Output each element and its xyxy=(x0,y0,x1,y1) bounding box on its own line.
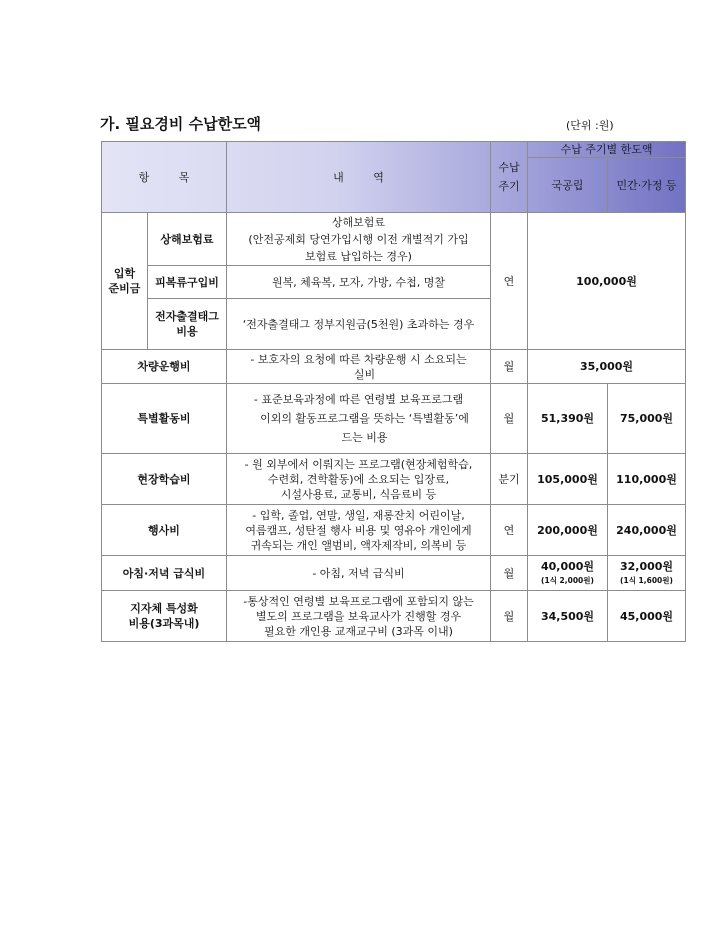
subitem-name-line: 상해보험료 xyxy=(160,232,214,246)
row-name-line: 차량운행비 xyxy=(137,360,191,373)
private-limit-cell: 45,000원 xyxy=(608,591,686,642)
row-name-cell xyxy=(102,384,227,454)
row-name-line: 비용(3과목내) xyxy=(128,617,200,630)
cycle-cell: 월 xyxy=(491,556,528,591)
detail-cell xyxy=(227,213,491,266)
row-name-line: 지자체 특성화 xyxy=(130,602,198,615)
detail-line: - 보호자의 요청에 따른 차량운행 시 소요되는 xyxy=(250,352,467,366)
cycle-cell: 월 xyxy=(491,384,528,454)
detail-line: 여름캠프, 성탄절 행사 비용 및 영유아 개인에게 xyxy=(245,523,472,537)
row-name-cell xyxy=(102,591,227,642)
detail-cell xyxy=(227,505,491,556)
detail-line: 드는 비용 xyxy=(341,431,388,444)
table-row xyxy=(102,454,686,505)
detail-line: 귀속되는 개인 앨범비, 액자제작비, 의복비 등 xyxy=(250,538,467,552)
row-name-line: 행사비 xyxy=(148,523,180,537)
table-row xyxy=(102,556,686,591)
subitem-name-line: 피복류구입비 xyxy=(155,275,219,289)
row-name-line: 아침·저녁 급식비 xyxy=(122,566,206,580)
header-private-cell: 민간·가정 등 xyxy=(608,158,686,213)
cycle-cell: 월 xyxy=(491,591,528,642)
public-limit-cell: 200,000원 xyxy=(528,505,608,556)
detail-line: 실비 xyxy=(353,367,376,381)
cycle-cell: 분기 xyxy=(491,454,528,505)
public-limit-cell: 51,390원 xyxy=(528,384,608,454)
detail-line: -통상적인 연령별 보육프로그램에 포함되지 않는 xyxy=(243,594,474,608)
detail-line: - 원 외부에서 이뤄지는 프로그램(현장체험학습, xyxy=(244,457,473,471)
limit-cell: 100,000원 xyxy=(528,213,686,350)
detail-line: 필요한 개인용 교재교구비 (3과목 이내) xyxy=(264,624,453,638)
table-row xyxy=(102,384,686,454)
cycle-cell: 월 xyxy=(491,350,528,384)
table-row xyxy=(102,350,686,384)
private-limit-cell: 240,000원 xyxy=(608,505,686,556)
detail-cell xyxy=(227,454,491,505)
header-public-cell: 국공립 xyxy=(528,158,608,213)
fee-limit-table xyxy=(101,141,686,642)
detail-line: 원복, 체육복, 모자, 가방, 수첩, 명찰 xyxy=(271,275,446,289)
admission-group-line: 준비금 xyxy=(108,282,141,295)
subitem-name-cell xyxy=(148,266,227,299)
public-limit-cell: 105,000원 xyxy=(528,454,608,505)
detail-cell xyxy=(227,591,491,642)
detail-cell xyxy=(227,556,491,591)
detail-line: - 입학, 졸업, 연말, 생일, 재롱잔치 어린이날, xyxy=(252,508,465,522)
limit-cell: 35,000원 xyxy=(528,350,686,384)
header-limit-group-cell: 수납 주기별 한도액 xyxy=(528,142,686,158)
table-row xyxy=(102,505,686,556)
row-name-cell xyxy=(102,350,227,384)
detail-line: 이외의 활동프로그램을 뜻하는 ‘특별활동’에 xyxy=(260,412,469,425)
admission-group-line: 입학 xyxy=(113,267,136,280)
detail-line: 상해보험료 xyxy=(331,215,386,229)
row-name-line: 현장학습비 xyxy=(137,472,191,486)
admission-group-cell xyxy=(102,213,148,350)
table-row xyxy=(102,213,686,266)
detail-line: (안전공제회 당연가입시행 이전 개별적기 가입 xyxy=(248,232,469,246)
private-limit-cell: 110,000원 xyxy=(608,454,686,505)
header-item-cell: 항 목 xyxy=(102,142,227,213)
limit-note: (1식 2,000원) xyxy=(541,575,594,585)
private-limit-cell: 75,000원 xyxy=(608,384,686,454)
unit-label: (단위 :원) xyxy=(566,119,614,132)
table-row xyxy=(102,591,686,642)
subitem-name-line: 비용 xyxy=(176,325,198,338)
subitem-name-cell xyxy=(148,299,227,350)
detail-line: 시설사용료, 교통비, 식음료비 등 xyxy=(280,487,437,501)
header-row-top xyxy=(102,142,686,158)
limit-note: (1식 1,600원) xyxy=(620,575,673,585)
detail-cell xyxy=(227,384,491,454)
row-name-line: 특별활동비 xyxy=(137,412,191,425)
detail-line: 별도의 프로그램을 보육교사가 진행할 경우 xyxy=(255,609,462,623)
detail-line: ‘전자출결태그 정부지원금(5천원) 초과하는 경우 xyxy=(242,317,475,331)
limit-amount: 40,000원 xyxy=(540,559,595,573)
row-name-cell xyxy=(102,505,227,556)
detail-cell xyxy=(227,350,491,384)
limit-amount: 32,000원 xyxy=(619,559,674,573)
row-name-cell xyxy=(102,556,227,591)
cycle-cell: 연 xyxy=(491,213,528,350)
detail-cell xyxy=(227,266,491,299)
header-cycle-cell xyxy=(491,142,528,213)
row-name-cell xyxy=(102,454,227,505)
detail-line: - 아침, 저녁 급식비 xyxy=(312,566,405,580)
detail-line: 보험료 납입하는 경우) xyxy=(305,249,412,263)
cycle-cell: 연 xyxy=(491,505,528,556)
detail-cell xyxy=(227,299,491,350)
public-limit-cell: 34,500원 xyxy=(528,591,608,642)
subitem-name-line: 전자출결태그 xyxy=(155,310,219,323)
public-limit-cell xyxy=(528,556,608,591)
header-cycle-line: 주기 xyxy=(498,180,520,193)
header-cycle-line: 수납 xyxy=(498,161,520,174)
page-title: 가. 필요경비 수납한도액 xyxy=(100,115,262,133)
private-limit-cell xyxy=(608,556,686,591)
detail-line: - 표준보육과정에 따른 연령별 보육프로그램 xyxy=(253,393,464,406)
detail-line: 수련회, 견학활동)에 소요되는 입장료, xyxy=(267,472,450,486)
header-detail-cell: 내 역 xyxy=(227,142,491,213)
subitem-name-cell xyxy=(148,213,227,266)
